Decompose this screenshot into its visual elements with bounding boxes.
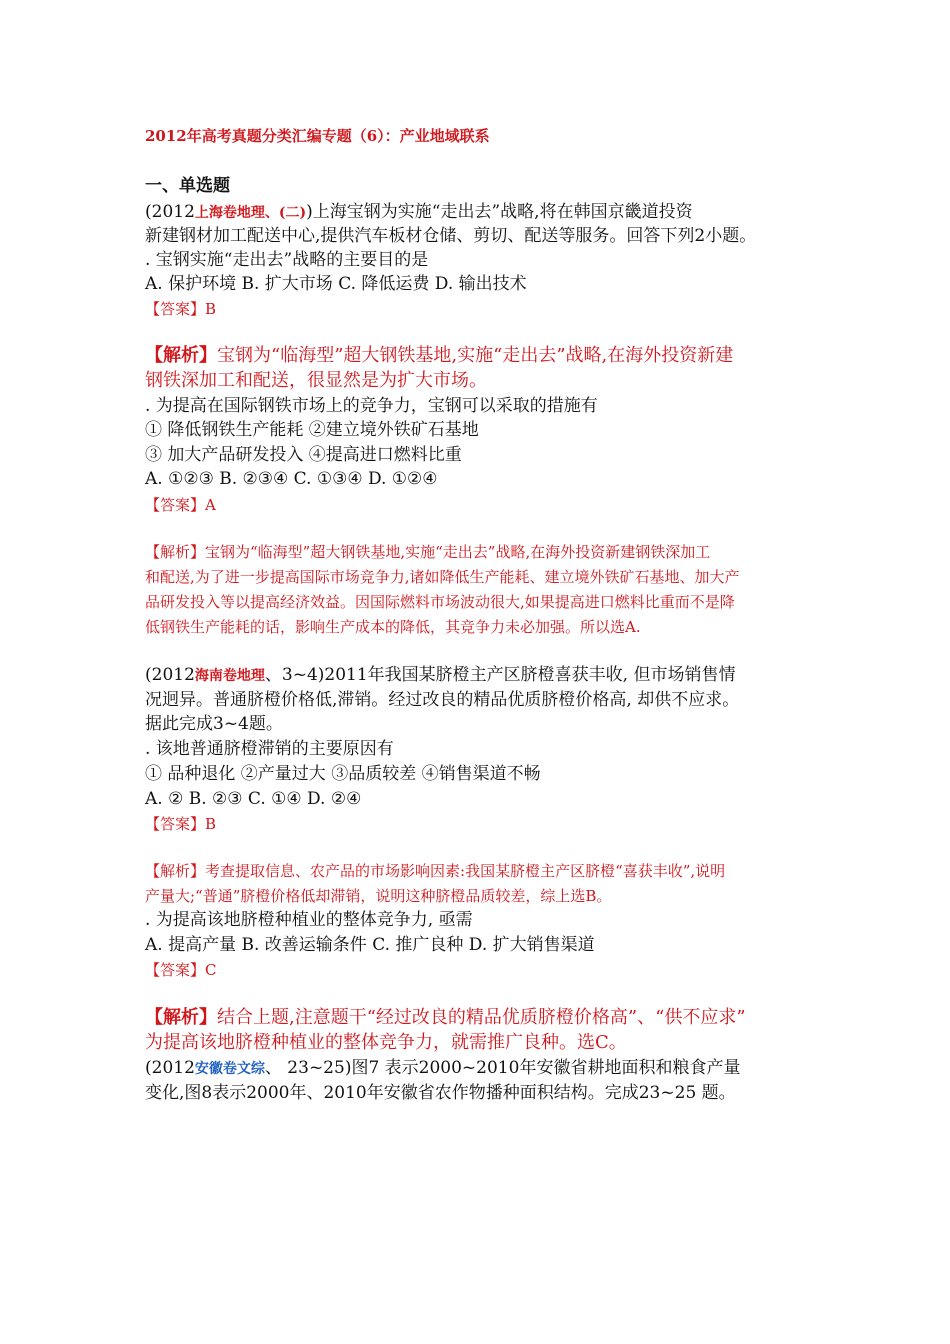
q3-intro-line3: 据此完成3~4题。 [145,714,283,734]
explanation-label: 【解析】 [145,345,217,366]
document-title: 2012年高考真题分类汇编专题（6）：产业地域联系 [145,127,490,145]
answer-line [145,297,216,321]
q1-intro-line1 [145,200,693,225]
source-label: 海南卷地理 [194,668,265,684]
explanation-text: 结合上题,注意题干“经过改良的精品优质脐橙价格高”、“供不应求” [217,1007,746,1028]
answer-value: B [205,300,217,318]
explanation-line: 钢铁深加工和配送，很显然是为扩大市场。 [145,370,487,391]
explanation-line [145,540,710,564]
answer-label: 【答案】 [145,300,206,318]
explanation-line: 产量大;“普通”脐橙价格低却滞销，说明这种脐橙品质较差，综上选B。 [145,887,612,905]
intro-text: )上海宝钢为实施“走出去”战略,将在韩国京畿道投资 [306,202,693,222]
answer-value: B [205,815,217,833]
explanation-label: 【解析】 [145,543,206,561]
explanation-line [145,344,733,368]
answer-label: 【答案】 [145,496,206,514]
question-stem: . 为提高该地脐橙种植业的整体竞争力, 亟需 [145,910,473,930]
explanation-text: 宝钢为“临海型”超大钢铁基地,实施“走出去”战略,在海外投资新建钢铁深加工 [205,543,711,561]
explanation-line: 和配送,为了进一步提高国际市场竞争力,诸如降低生产能耗、建立境外铁矿石基地、加大产 [145,568,740,586]
source-prefix: (2012 [145,665,195,685]
source-prefix: (2012 [145,1058,195,1078]
answer-line [145,493,216,517]
question-items: ③ 加大产品研发投入 ④提高进口燃料比重 [145,445,462,465]
question-options: A. 保护环境 B. 扩大市场 C. 降低运费 D. 输出技术 [145,274,527,294]
q5-intro-line1 [145,1056,740,1081]
intro-text: 、 23~25)图7 表示2000~2010年安徽省耕地面积和粮食产量 [264,1058,741,1078]
answer-label: 【答案】 [145,815,206,833]
explanation-label: 【解析】 [145,862,206,880]
explanation-text: 宝钢为“临海型”超大钢铁基地,实施“走出去”战略,在海外投资新建 [217,345,734,366]
question-options: A. 提高产量 B. 改善运输条件 C. 推广良种 D. 扩大销售渠道 [145,935,595,955]
question-stem: . 为提高在国际钢铁市场上的竞争力，宝钢可以采取的措施有 [145,396,598,416]
explanation-line [145,1006,746,1030]
intro-text: 、3~4)2011年我国某脐橙主产区脐橙喜获丰收, 但市场销售情 [264,665,736,685]
answer-line [145,958,217,982]
question-items: ① 品种退化 ②产量过大 ③品质较差 ④销售渠道不畅 [145,764,541,784]
answer-line [145,812,216,836]
explanation-line: 低钢铁生产能耗的话，影响生产成本的降低，其竞争力未必加强。所以选A. [145,618,641,636]
q5-intro-line2: 变化,图8表示2000年、2010年安徽省农作物播种面积结构。完成23~25 题。 [145,1083,736,1103]
question-options: A. ② B. ②③ C. ①④ D. ②④ [145,789,362,809]
question-options: A. ①②③ B. ②③④ C. ①③④ D. ①②④ [145,469,438,489]
source-prefix: (2012 [145,202,195,222]
explanation-text: 考查提取信息、农产品的市场影响因素:我国某脐橙主产区脐橙“喜获丰收”,说明 [205,862,726,880]
explanation-line: 为提高该地脐橙种植业的整体竞争力，就需推广良种。选C。 [145,1032,627,1053]
answer-value: C [205,961,217,979]
question-stem: . 宝钢实施“走出去”战略的主要目的是 [145,250,429,270]
answer-label: 【答案】 [145,961,206,979]
answer-value: A [205,496,216,514]
q1-intro-line2: 新建钢材加工配送中心,提供汽车板材仓储、剪切、配送等服务。回答下列2小题。 [145,226,757,246]
explanation-line [145,859,725,883]
question-stem: . 该地普通脐橙滞销的主要原因有 [145,739,394,759]
question-items: ① 降低钢铁生产能耗 ②建立境外铁矿石基地 [145,420,479,440]
q3-intro-line2: 况迥异。普通脐橙价格低,滞销。经过改良的精品优质脐橙价格高, 却供不应求。 [145,690,740,710]
source-label: 上海卷地理、(二) [194,205,307,221]
explanation-label: 【解析】 [145,1007,217,1028]
explanation-line: 品研发投入等以提高经济效益。因国际燃料市场波动很大,如果提高进口燃料比重而不是降 [145,593,735,611]
section-heading: 一、单选题 [145,176,230,196]
q3-intro-line1 [145,663,736,688]
source-label: 安徽卷文综 [194,1061,265,1077]
